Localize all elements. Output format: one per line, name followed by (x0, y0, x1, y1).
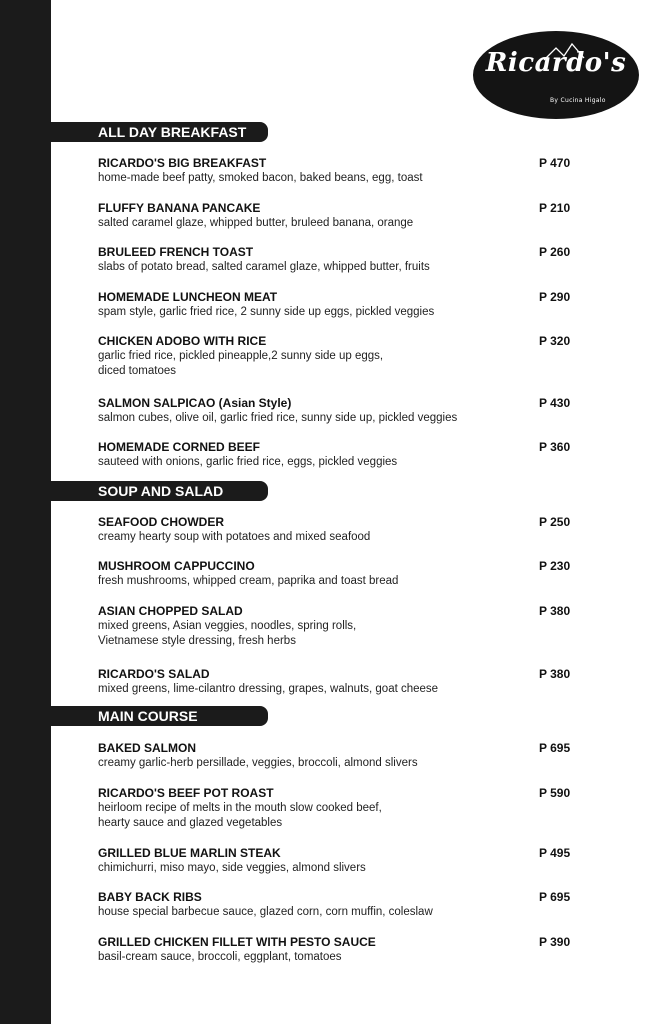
item-price: P 470 (539, 156, 571, 170)
menu-item (98, 786, 578, 831)
item-desc: chimichurri, miso mayo, side veggies, almond slivers (98, 862, 366, 874)
item-name: RICARDO'S BIG BREAKFAST (98, 156, 267, 170)
item-name: SALMON SALPICAO (Asian Style) (98, 396, 292, 410)
item-desc: creamy garlic-herb persillade, veggies, broccoli, almond slivers (98, 757, 418, 769)
menu-item (98, 290, 578, 320)
item-price: P 495 (539, 846, 571, 860)
item-desc: creamy hearty soup with potatoes and mixed seafood (98, 531, 371, 543)
item-price: P 230 (539, 559, 571, 573)
item-name: RICARDO'S SALAD (98, 667, 210, 681)
item-name: GRILLED BLUE MARLIN STEAK (98, 846, 281, 860)
item-desc: mixed greens, Asian veggies, noodles, spring rolls, (98, 620, 357, 632)
item-name: MUSHROOM CAPPUCCINO (98, 559, 255, 573)
menu-item (98, 604, 578, 649)
item-desc: house special barbecue sauce, glazed corn, corn muffin, coleslaw (98, 906, 433, 918)
section-header-soup-and-salad: SOUP AND SALAD (51, 481, 268, 501)
menu-item (98, 935, 578, 965)
item-price: P 210 (539, 201, 571, 215)
menu-item (98, 334, 578, 379)
item-desc: salted caramel glaze, whipped butter, bruleed banana, orange (98, 217, 414, 229)
menu-item (98, 515, 578, 545)
menu-item (98, 245, 578, 275)
item-name: HOMEMADE CORNED BEEF (98, 440, 261, 454)
item-price: P 260 (539, 245, 571, 259)
item-name: ASIAN CHOPPED SALAD (98, 604, 243, 618)
item-desc: home-made beef patty, smoked bacon, baked beans, egg, toast (98, 172, 423, 184)
left-decorative-bar (0, 0, 51, 1024)
item-price: P 380 (539, 604, 571, 618)
item-price: P 390 (539, 935, 571, 949)
item-name: HOMEMADE LUNCHEON MEAT (98, 290, 278, 304)
item-name: FLUFFY BANANA PANCAKE (98, 201, 261, 215)
menu-item (98, 846, 578, 876)
item-desc: spam style, garlic fried rice, 2 sunny side up eggs, pickled veggies (98, 306, 435, 318)
item-desc: basil-cream sauce, broccoli, eggplant, tomatoes (98, 951, 342, 963)
item-desc: slabs of potato bread, salted caramel glaze, whipped butter, fruits (98, 261, 430, 273)
item-price: P 320 (539, 334, 571, 348)
item-price: P 695 (539, 890, 571, 904)
menu-item (98, 890, 578, 920)
item-desc: Vietnamese style dressing, fresh herbs (98, 635, 296, 647)
item-desc: sauteed with onions, garlic fried rice, eggs, pickled veggies (98, 456, 398, 468)
item-price: P 590 (539, 786, 571, 800)
menu-item (98, 440, 578, 470)
section-header-main-course: MAIN COURSE (51, 706, 268, 726)
item-name: SEAFOOD CHOWDER (98, 515, 224, 529)
item-price: P 430 (539, 396, 571, 410)
menu-item (98, 396, 578, 426)
item-desc: garlic fried rice, pickled pineapple,2 sunny side up eggs, (98, 350, 384, 362)
item-desc: fresh mushrooms, whipped cream, paprika and toast bread (98, 575, 399, 587)
logo-tagline: By Cucina Higalo (550, 97, 606, 104)
item-desc: diced tomatoes (98, 365, 176, 377)
item-price: P 360 (539, 440, 571, 454)
item-desc: hearty sauce and glazed vegetables (98, 817, 283, 829)
item-price: P 695 (539, 741, 571, 755)
item-price: P 290 (539, 290, 571, 304)
item-desc: mixed greens, lime-cilantro dressing, grapes, walnuts, goat cheese (98, 683, 439, 695)
menu-item (98, 559, 578, 589)
item-desc: heirloom recipe of melts in the mouth slow cooked beef, (98, 802, 382, 814)
item-price: P 250 (539, 515, 571, 529)
menu-item (98, 156, 578, 186)
item-desc: salmon cubes, olive oil, garlic fried rice, sunny side up, pickled veggies (98, 412, 458, 424)
item-name: BRULEED FRENCH TOAST (98, 245, 254, 259)
section-header-all-day-breakfast: ALL DAY BREAKFAST (51, 122, 268, 142)
item-name: CHICKEN ADOBO WITH RICE (98, 334, 267, 348)
item-name: GRILLED CHICKEN FILLET WITH PESTO SAUCE (98, 935, 376, 949)
menu-item (98, 667, 578, 697)
logo-wordmark: Ricardo's (485, 48, 627, 78)
menu-item (98, 741, 578, 771)
item-name: BABY BACK RIBS (98, 890, 202, 904)
item-name: BAKED SALMON (98, 741, 196, 755)
ricardos-logo (472, 30, 640, 120)
item-price: P 380 (539, 667, 571, 681)
menu-item (98, 201, 578, 231)
item-name: RICARDO'S BEEF POT ROAST (98, 786, 274, 800)
